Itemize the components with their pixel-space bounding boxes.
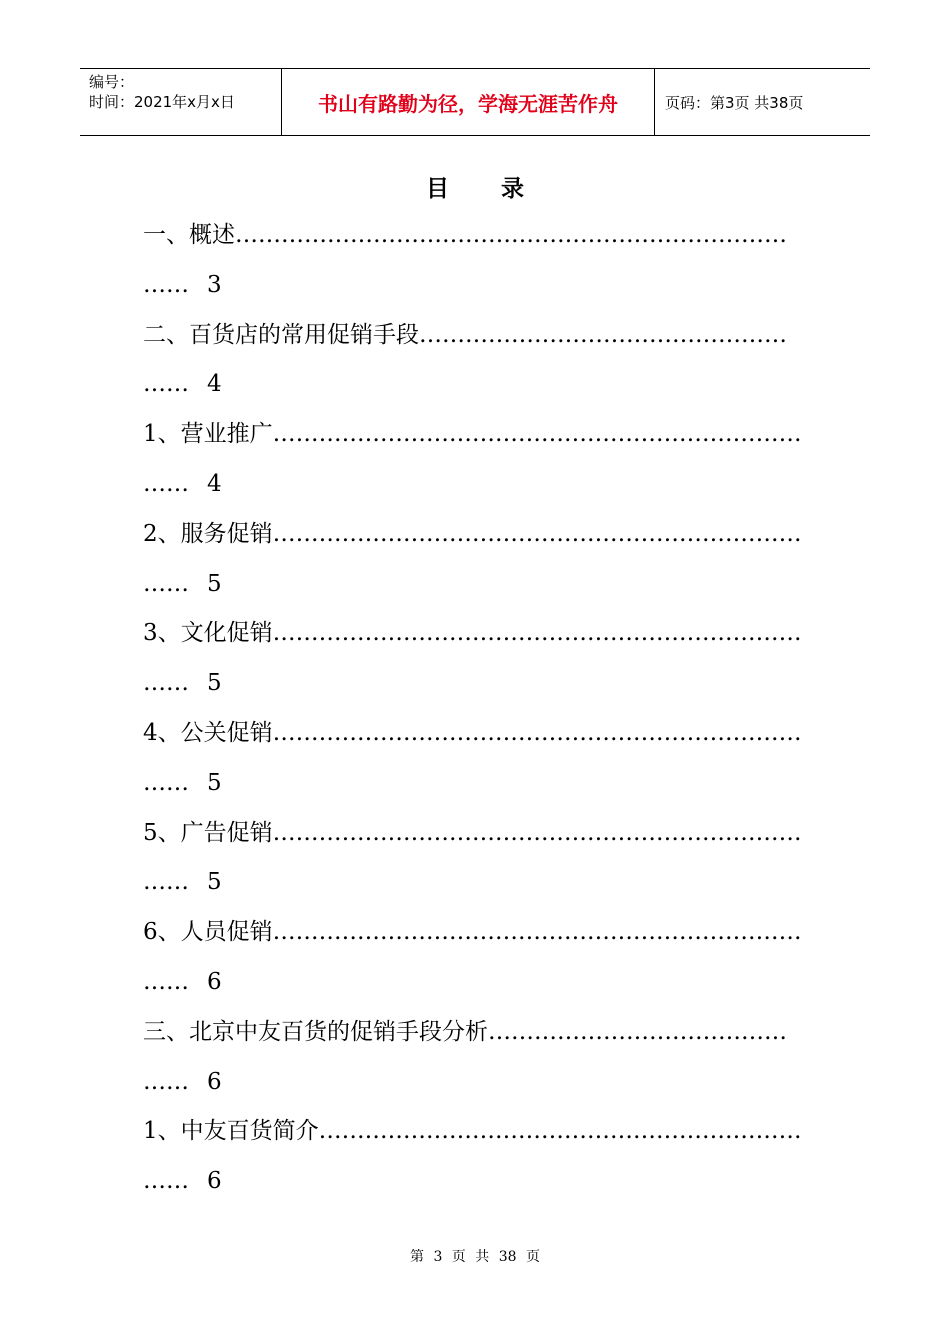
toc-entry-page: 5 [207,570,222,597]
toc-entry-page: 5 [207,769,222,796]
toc-leader-dots: …… [143,371,189,398]
document-time-label: 时间：2021年x月x日 [89,93,235,111]
toc-entry-page: 4 [207,470,222,497]
toc-leader-dots: …… [143,769,189,796]
toc-entry-page: 6 [207,968,222,995]
toc-leader-dots: ………………………………………… [419,321,787,348]
toc-entry-page: 6 [207,1068,222,1095]
header-page-info: 页码：第3页 共38页 [665,93,804,112]
page-footer: 第 3 页 共 38 页 [410,1249,540,1265]
toc-leader-dots: ……………………………………………………………… [235,222,787,248]
toc-entry[interactable] [143,410,808,510]
table-of-contents [143,211,808,1207]
toc-entry-label: 1、营业推广 [143,421,273,448]
toc-leader-dots: …………………………………………………………… [272,719,802,746]
page-header [80,68,870,136]
header-meta [80,69,281,135]
toc-entry-label: 4、公关促销 [143,719,273,746]
toc-entry-label: 5、广告促销 [143,819,273,846]
toc-leader-dots: …… [143,1168,189,1195]
toc-entry[interactable] [143,809,808,909]
toc-entry-page: 5 [207,869,222,896]
toc-entry[interactable] [143,510,808,610]
toc-leader-dots: …………………………………………………………… [272,819,802,846]
toc-leader-dots: …… [143,271,189,298]
toc-leader-dots: ………………………………… [488,1018,787,1045]
toc-entry-page: 5 [207,670,222,697]
toc-entry[interactable] [143,908,808,1008]
toc-entry[interactable] [143,1008,808,1108]
toc-leader-dots: …………………………………………………………… [272,620,802,647]
toc-title: 目录 [426,176,576,202]
toc-leader-dots: …… [143,869,189,896]
header-motto: 书山有路勤为径，学海无涯苦作舟 [281,69,655,135]
toc-leader-dots: …………………………………………………………… [272,421,802,448]
toc-entry-label: 2、服务促销 [143,520,273,547]
toc-leader-dots: ……………………………………………………… [318,1118,802,1145]
toc-entry-label: 三、北京中友百货的促销手段分析 [143,1018,488,1045]
toc-leader-dots: …………………………………………………………… [272,919,802,946]
toc-entry-label: 6、人员促销 [143,919,273,946]
toc-leader-dots: …… [143,470,189,497]
toc-leader-dots: …… [143,670,189,697]
toc-entry[interactable] [143,211,808,311]
toc-entry[interactable] [143,1107,808,1207]
toc-entry-page: 6 [207,1168,222,1195]
toc-entry-label: 一、概述 [143,222,235,248]
toc-entry-page: 3 [207,271,222,298]
toc-leader-dots: …… [143,968,189,995]
toc-entry-label: 1、中友百货简介 [143,1118,319,1145]
toc-entry-label: 二、百货店的常用促销手段 [143,321,419,348]
toc-entry-page: 4 [207,371,222,398]
toc-entry[interactable] [143,311,808,411]
toc-entry[interactable] [143,609,808,709]
toc-leader-dots: …… [143,1068,189,1095]
toc-leader-dots: …… [143,570,189,597]
document-number-label: 编号： [89,73,135,91]
toc-entry-label: 3、文化促销 [143,620,273,647]
toc-leader-dots: …………………………………………………………… [272,520,802,547]
toc-entry[interactable] [143,709,808,809]
